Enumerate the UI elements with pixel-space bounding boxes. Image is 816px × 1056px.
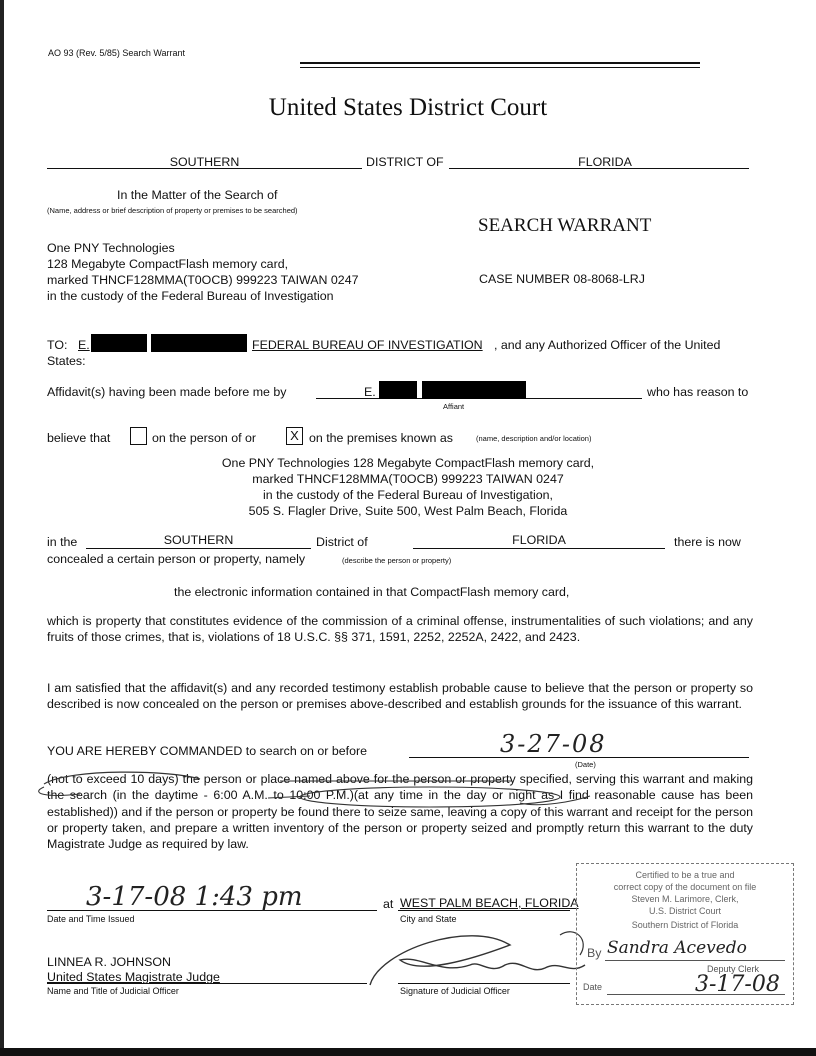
command-paragraph: (not to exceed 10 days) the person or place named above for the person or property specified, serving this warrant and making the search (in the daytime - 6:00 A.M. to 10:00 P.M.)(at any time in the day or night as I find reasonable cause has been established)) and if the person or property be found there to seize same, leaving a copy of this warrant and receipt for the person or property taken, and prepare a written inventory of the person or property seized and promptly return this warrant to the duty Magistrate Judge as required by law.: [47, 772, 753, 852]
strike-mark: [268, 796, 310, 798]
signature-label: Signature of Judicial Officer: [400, 986, 510, 996]
stamp-date-label: Date: [583, 982, 603, 992]
stamp-line: Steven M. Larimore, Clerk,: [631, 894, 739, 904]
evidence-paragraph: which is property that constitutes evidence of the commission of a criminal offense, instrumentalities of such violations; and any fruits of those crimes, that is, violations of 18 U.S.C. §§ 371, 1591, 2252, 2252A, 2422, and 2423.: [47, 614, 753, 644]
scan-edge-bottom: [0, 1048, 816, 1056]
district-name: SOUTHERN: [169, 155, 240, 169]
affiant-initial: E.: [364, 385, 376, 399]
name-title-label: Name and Title of Judicial Officer: [47, 986, 179, 996]
form-id: AO 93 (Rev. 5/85) Search Warrant: [48, 48, 186, 58]
commanded-label: YOU ARE HEREBY COMMANDED to search on or before: [47, 744, 367, 758]
signature-line: [398, 983, 570, 984]
date-label: (Date): [575, 760, 596, 769]
there-is-now: there is now: [674, 535, 741, 549]
certified-stamp: [576, 863, 794, 1005]
affidavit-prefix: Affidavit(s) having been made before me by: [47, 385, 287, 399]
district-of-label: DISTRICT OF: [366, 155, 444, 169]
matter-line: In the Matter of the Search of: [117, 188, 278, 202]
on-premises-label: on the premises known as: [309, 431, 453, 445]
to-name-initial: E.: [78, 338, 90, 352]
premises-line: marked THNCF128MMA(T0OCB) 999223 TAIWAN 0247: [252, 472, 564, 486]
matter-instruction: (Name, address or brief description of property or premises to be searched): [47, 206, 298, 215]
stamp-line: U.S. District Court: [648, 906, 721, 916]
strike-mark: [44, 772, 200, 784]
property-line: One PNY Technologies: [47, 241, 175, 255]
to-agency: FEDERAL BUREAU OF INVESTIGATION: [252, 338, 483, 352]
affiant-label: Affiant: [443, 402, 465, 411]
city-state-label: City and State: [400, 914, 457, 924]
stamp-clerk-signature: Sandra Acevedo: [607, 938, 747, 958]
premises-instruction: (name, description and/or location): [476, 434, 592, 443]
issued-handwritten: 3-17-08 1:43 pm: [86, 882, 303, 912]
concealed-label: concealed a certain person or property, namely: [47, 552, 306, 566]
circle-mark: [300, 787, 560, 807]
state-name: FLORIDA: [578, 155, 632, 169]
premises-line: in the custody of the Federal Bureau of Investigation,: [263, 488, 553, 502]
to-suffix: , and any Authorized Officer of the United: [494, 338, 721, 352]
strike-mark: [39, 787, 80, 795]
to-label: TO:: [47, 338, 68, 352]
stamp-by-line: [605, 960, 785, 961]
property-line: in the custody of the Federal Bureau of Investigation: [47, 289, 334, 303]
court-title: United States District Court: [268, 94, 548, 121]
scan-edge-left: [0, 0, 4, 1056]
stamp-date-handwritten: 3-17-08: [695, 972, 780, 997]
judge-line: [47, 983, 367, 984]
stamp-line: correct copy of the document on file: [613, 882, 757, 892]
district2-name: SOUTHERN: [163, 533, 234, 547]
doc-type: SEARCH WARRANT: [478, 215, 652, 236]
stamp-deputy-label: Deputy Clerk: [707, 964, 760, 974]
stamp-line: Certified to be a true and: [635, 870, 735, 880]
in-the: in the: [47, 535, 78, 549]
stamp-line: Southern District of Florida: [631, 920, 739, 930]
premises-line: One PNY Technologies 128 Megabyte CompactFlash memory card,: [221, 456, 595, 470]
describe-instruction: (describe the person or property): [342, 556, 452, 565]
state2-name: FLORIDA: [512, 533, 566, 547]
property-line: 128 Megabyte CompactFlash memory card,: [47, 257, 289, 271]
property-line: marked THNCF128MMA(T0OCB) 999223 TAIWAN 0247: [47, 273, 359, 287]
district-of-mixed: District of: [316, 535, 368, 549]
case-number: CASE NUMBER 08-8068-LRJ: [479, 272, 645, 286]
judge-title: United States Magistrate Judge: [47, 970, 220, 984]
on-person-label: on the person of or: [152, 431, 257, 445]
premises-checkbox[interactable]: X: [286, 427, 303, 445]
at-label: at: [383, 897, 394, 911]
electronic-info: the electronic information contained in that CompactFlash memory card,: [174, 585, 570, 599]
believe-that: believe that: [47, 431, 111, 445]
search-date-handwritten: 3-27-08: [500, 730, 607, 758]
affidavit-suffix: who has reason to: [647, 385, 749, 399]
date-time-label: Date and Time Issued: [47, 914, 135, 924]
city-state: WEST PALM BEACH, FLORIDA: [400, 896, 579, 910]
city-state-line: [398, 910, 570, 911]
premises-line: 505 S. Flagler Drive, Suite 500, West Palm Beach, Florida: [248, 504, 568, 518]
satisfied-paragraph: I am satisfied that the affidavit(s) and any recorded testimony establish probable cause to believe that the person or property so described is now concealed on the person or premises above-described and establish grounds for the issuance of this warrant.: [47, 681, 753, 711]
judge-name: LINNEA R. JOHNSON: [47, 955, 171, 969]
to-suffix-2: States:: [47, 354, 86, 368]
stamp-by-label: By: [587, 946, 602, 960]
